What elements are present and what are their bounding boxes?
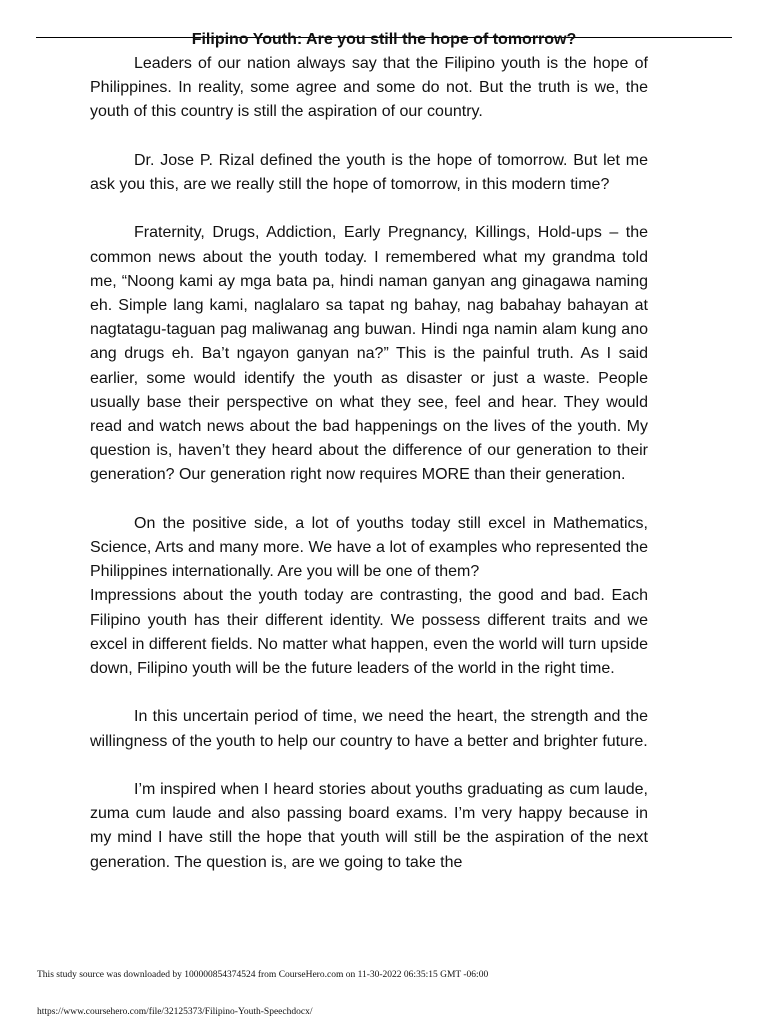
paragraph-7: I’m inspired when I heard stories about youths graduating as cum laude, zuma cum laude and also passing board exams. I’m very happy because in my mind I have still the hope that youth will still be the aspiration of the next generation. The question is, are we going to take the xyxy=(90,781,648,871)
paragraph-6: In this uncertain period of time, we need the heart, the strength and the willingness of the youth to help our country to have a better and brighter future. xyxy=(90,708,648,750)
source-url[interactable]: https://www.coursehero.com/file/32125373/Filipino-Youth-Speechdocx/ xyxy=(37,1007,313,1017)
paragraph-4: On the positive side, a lot of youths today still excel in Mathematics, Science, Arts and many more. We have a lot of examples who represented the Philippines internationally. Are you will be one of them? xyxy=(90,514,648,581)
paragraph-2: Dr. Jose P. Rizal defined the youth is the hope of tomorrow. But let me ask you this, are we really still the hope of tomorrow, in this modern time? xyxy=(90,151,648,193)
paragraph-3: Fraternity, Drugs, Addiction, Early Pregnancy, Killings, Hold-ups – the common news about the youth today. I remembered what my grandma told me, “Noong kami ay mga bata pa, hindi naman ganyan ang ginagawa naming eh. Simple lang kami, naglalaro sa tapat ng bahay, nag babahay bahayan at nagtatagu-taguan pag maliwanag ang buwan. Hindi nga namin alam kung ano ang drugs eh. Ba’t ngayon ganyan na?” This is the painful truth. As I said earlier, some would identify the youth as disaster or just a waste. People usually base their perspective on what they see, feel and hear. They would read and watch news about the bad happenings on the lives of the youth. My question is, haven’t they heard about the difference of our generation to their generation? Our generation right now requires MORE than their generation. xyxy=(90,224,648,484)
document-body xyxy=(90,52,648,899)
download-notice: This study source was downloaded by 100000854374524 from CourseHero.com on 11-30-2022 06:35:15 GMT -06:00 xyxy=(37,970,489,980)
document-title: Filipino Youth: Are you still the hope of tomorrow? xyxy=(191,31,577,48)
paragraph-5: Impressions about the youth today are contrasting, the good and bad. Each Filipino youth has their different identity. We possess different traits and we excel in different fields. No matter what happen, even the world will turn upside down, Filipino youth will be the future leaders of the world in the right time. xyxy=(90,587,648,678)
paragraph-1: Leaders of our nation always say that the Filipino youth is the hope of Philippines. In reality, some agree and some do not. But the truth is we, the youth of this country is still the aspiration of our country. xyxy=(90,55,648,121)
